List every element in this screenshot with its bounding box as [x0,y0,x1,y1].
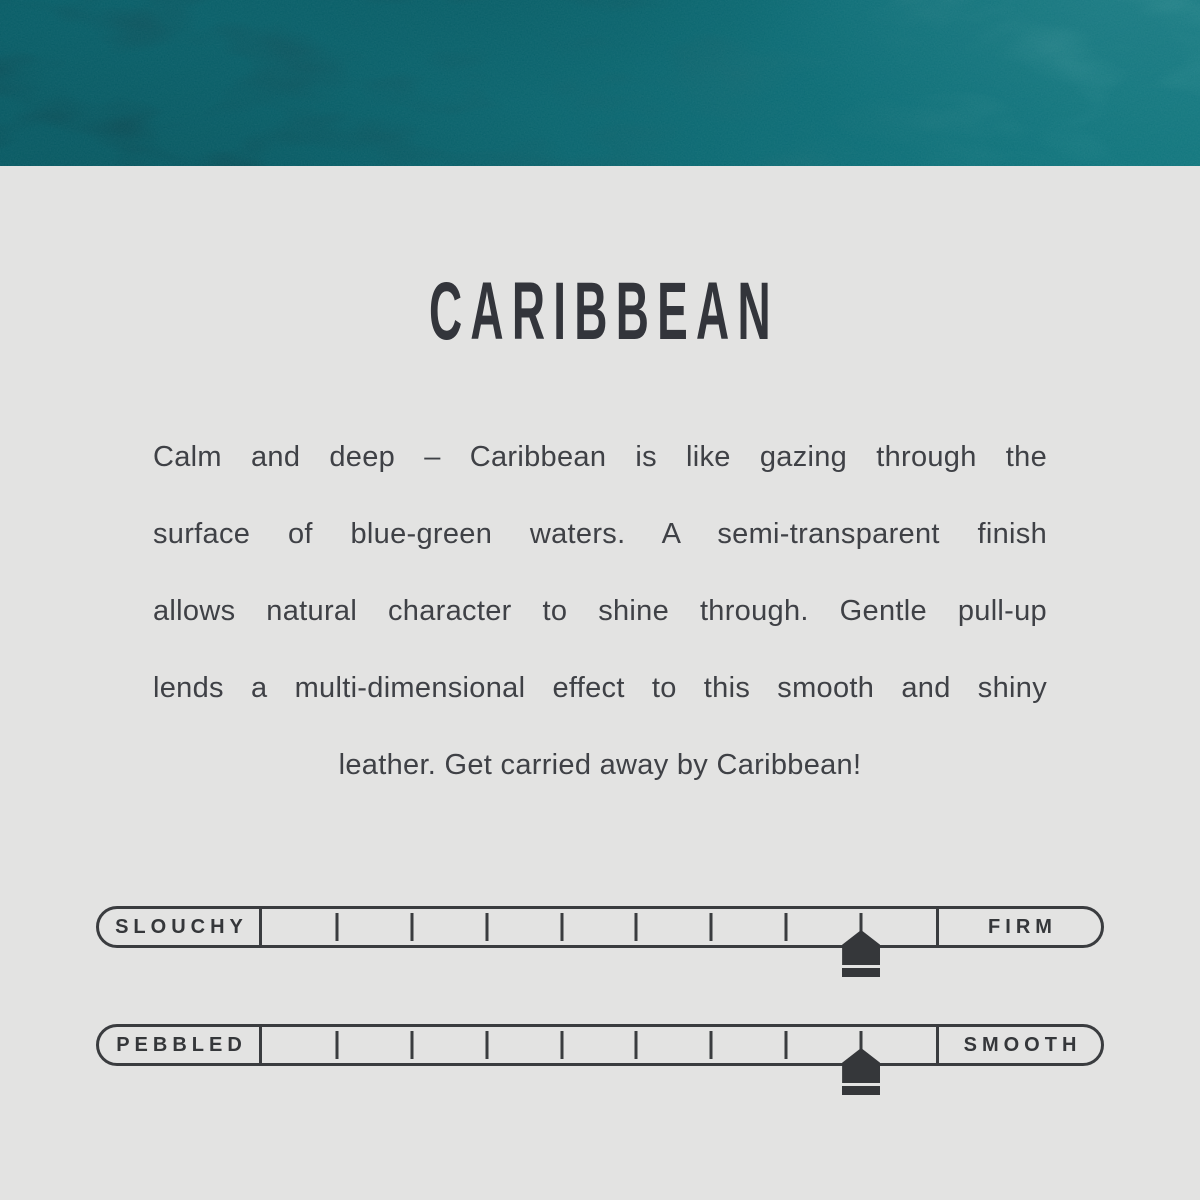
firmness-scale-right-label: FIRM [988,915,1057,938]
leather-grain-overlay [0,0,1200,166]
description-line: lends a multi-dimensional effect to this smooth and shiny [153,672,1047,704]
page-title-text: CARIBBEAN [429,266,780,357]
scale-tick [410,913,413,941]
texture-scale-right-label: SMOOTH [963,1033,1082,1056]
description-line: allows natural character to shine through. Gentle pull-up [153,595,1047,627]
scale-tick [710,913,713,941]
description-line: Calm and deep – Caribbean is like gazing through the [153,441,1047,473]
texture-scale-right-cap [936,1027,1101,1063]
firmness-scale-track [262,909,936,945]
texture-scale [96,1024,1104,1066]
scale-tick [710,1031,713,1059]
scale-marker-pointer [842,1048,880,1083]
scale-marker-base [842,968,880,977]
description-line: leather. Get carried away by Caribbean! [338,749,862,781]
page-title [0,266,1200,357]
firmness-scale-left-cap [99,909,262,945]
scale-tick [410,1031,413,1059]
scale-tick [485,913,488,941]
firmness-scale-right-cap [936,909,1101,945]
scale-tick [560,1031,563,1059]
scale-tick [335,1031,338,1059]
scale-marker [842,930,880,977]
firmness-scale [96,906,1104,948]
description-line: surface of blue-green waters. A semi-transparent finish [153,518,1047,550]
scale-tick [485,1031,488,1059]
scale-tick [560,913,563,941]
leather-texture-image [0,0,1200,166]
scale-tick [335,913,338,941]
firmness-scale-left-label: SLOUCHY [115,915,248,938]
description-paragraph [153,419,1047,804]
scale-tick [785,913,788,941]
scale-marker [842,1048,880,1095]
texture-scale-left-cap [99,1027,262,1063]
scale-marker-pointer [842,930,880,965]
texture-scale-track [262,1027,936,1063]
scale-tick [635,913,638,941]
scale-tick [635,1031,638,1059]
scale-tick [785,1031,788,1059]
scale-marker-base [842,1086,880,1095]
texture-scale-left-label: PEBBLED [116,1033,247,1056]
